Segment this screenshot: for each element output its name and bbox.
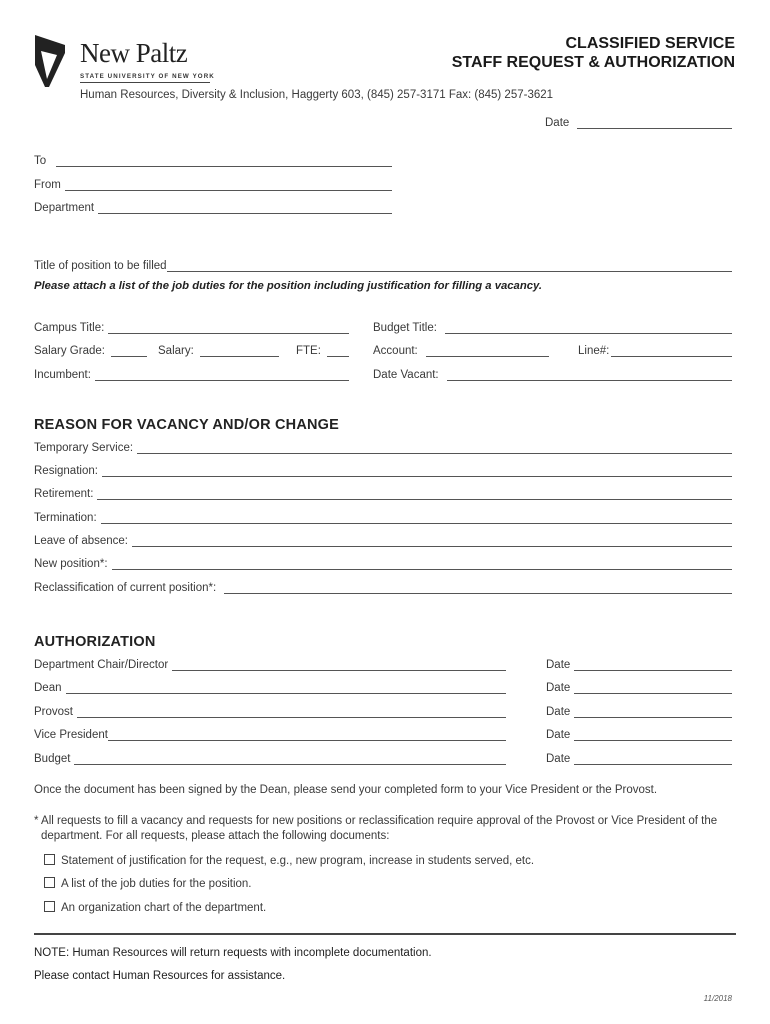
checklist-item[interactable] [44, 877, 252, 890]
from-label: From [34, 179, 61, 191]
account-line[interactable] [426, 345, 549, 357]
reason-label: Retirement: [34, 488, 94, 500]
from-field[interactable] [34, 179, 392, 191]
header-date-label: Date [545, 117, 570, 129]
hr-contact: Human Resources, Diversity & Inclusion, Haggerty 603, (845) 257-3171 Fax: (845) 257-3621 [80, 89, 554, 101]
salary-label: Salary: [158, 345, 194, 357]
requirement-note-line2: department. For all requests, please attach the following documents: [41, 830, 390, 842]
salary-grade-field[interactable] [34, 345, 147, 357]
to-field[interactable] [34, 155, 392, 167]
campus-title-line[interactable] [108, 322, 349, 334]
header-date-line[interactable] [577, 117, 732, 129]
position-title-line[interactable] [167, 260, 732, 272]
department-label: Department [34, 202, 95, 214]
signature-line[interactable] [77, 706, 506, 718]
header-date-field[interactable] [545, 117, 732, 129]
department-field[interactable] [34, 202, 392, 214]
signature-line[interactable] [172, 659, 506, 671]
reason-termination-field[interactable] [34, 512, 732, 524]
signature-budget-field[interactable] [34, 753, 506, 765]
reason-line[interactable] [132, 535, 732, 547]
signature-date-label: Date [546, 682, 571, 694]
checkbox-icon[interactable] [44, 854, 55, 865]
signature-chair-date-field[interactable] [546, 659, 732, 671]
reason-label: Resignation: [34, 465, 98, 477]
fte-label: FTE: [296, 345, 321, 357]
campus-title-label: Campus Title: [34, 322, 105, 334]
signature-dean-date-field[interactable] [546, 682, 732, 694]
salary-grade-line[interactable] [111, 345, 147, 357]
checklist-item-label: An organization chart of the department. [61, 902, 267, 914]
position-title-label: Title of position to be filled [34, 260, 167, 272]
job-duties-instruction: Please attach a list of the job duties for the position including justification for filling a vacancy. [34, 280, 543, 292]
signature-date-line[interactable] [574, 729, 732, 741]
revision-date: 11/2018 [703, 994, 732, 1003]
logo-wordmark: New Paltz [80, 38, 188, 68]
to-line[interactable] [56, 155, 392, 167]
signature-date-label: Date [546, 729, 571, 741]
authorization-heading: AUTHORIZATION [34, 634, 156, 650]
signature-date-line[interactable] [574, 753, 732, 765]
fte-line[interactable] [327, 345, 349, 357]
from-line[interactable] [65, 179, 392, 191]
signature-date-label: Date [546, 706, 571, 718]
checkbox-icon[interactable] [44, 901, 55, 912]
form-title [452, 34, 735, 72]
logo-subtitle: STATE UNIVERSITY OF NEW YORK [80, 73, 215, 80]
reason-label: Termination: [34, 512, 97, 524]
signature-vice-president-field[interactable] [34, 729, 506, 741]
signer-label: Dean [34, 682, 62, 694]
checklist-item-label: A list of the job duties for the position. [61, 878, 252, 890]
incomplete-documentation-note: NOTE: Human Resources will return requests with incomplete documentation. [34, 947, 432, 959]
requirement-note-line1: * All requests to fill a vacancy and requests for new positions or reclassification require approval of the Provost or Vice President of the [34, 815, 718, 827]
salary-field[interactable] [158, 345, 279, 357]
reason-heading: REASON FOR VACANCY AND/OR CHANGE [34, 417, 340, 433]
logo-rule [80, 82, 210, 83]
incumbent-field[interactable] [34, 369, 349, 381]
budget-title-line[interactable] [445, 322, 732, 334]
reason-line[interactable] [97, 488, 732, 500]
budget-title-label: Budget Title: [373, 322, 437, 334]
signer-label: Provost [34, 706, 73, 718]
signature-date-label: Date [546, 659, 571, 671]
reason-line[interactable] [137, 442, 732, 454]
checklist-item[interactable] [44, 854, 534, 867]
form-title-line2: STAFF REQUEST & AUTHORIZATION [451, 54, 735, 71]
incumbent-line[interactable] [95, 369, 349, 381]
line-number-field[interactable] [578, 345, 732, 357]
reason-label: New position*: [34, 558, 108, 570]
campus-title-field[interactable] [34, 322, 349, 334]
reason-label: Reclassification of current position*: [34, 582, 217, 594]
send-instructions: Once the document has been signed by the Dean, please send your completed form to your Vice President or the Provost. [34, 784, 658, 796]
reason-label: Temporary Service: [34, 442, 134, 454]
to-label: To [34, 155, 47, 167]
reason-leave-field[interactable] [34, 535, 732, 547]
reason-resignation-field[interactable] [34, 465, 732, 477]
footer-divider [34, 933, 736, 935]
checklist-item-label: Statement of justification for the request, e.g., new program, increase in students served, etc. [61, 855, 535, 867]
form-title-line1: CLASSIFIED SERVICE [565, 35, 735, 52]
department-line[interactable] [98, 202, 392, 214]
reason-line[interactable] [112, 558, 732, 570]
account-label: Account: [373, 345, 418, 357]
signature-provost-date-field[interactable] [546, 706, 732, 718]
signature-budget-date-field[interactable] [546, 753, 732, 765]
signer-label: Budget [34, 753, 71, 765]
reason-new-position-field[interactable] [34, 558, 732, 570]
checklist-item[interactable] [44, 901, 266, 914]
reason-line[interactable] [102, 465, 732, 477]
fte-field[interactable] [296, 345, 349, 357]
salary-grade-label: Salary Grade: [34, 345, 105, 357]
date-vacant-field[interactable] [373, 369, 732, 381]
account-field[interactable] [373, 345, 549, 357]
salary-line[interactable] [200, 345, 279, 357]
line-number-line[interactable] [611, 345, 732, 357]
signature-date-line[interactable] [574, 659, 732, 671]
signature-provost-field[interactable] [34, 706, 506, 718]
reason-label: Leave of absence: [34, 535, 128, 547]
line-number-label: Line#: [578, 345, 610, 357]
signer-label: Vice President [34, 729, 108, 741]
position-title-field[interactable] [34, 260, 732, 272]
signature-line[interactable] [108, 729, 506, 741]
signer-label: Department Chair/Director [34, 659, 169, 671]
signature-line[interactable] [66, 682, 507, 694]
checkbox-icon[interactable] [44, 877, 55, 888]
signature-dean-field[interactable] [34, 682, 506, 694]
signature-date-label: Date [546, 753, 571, 765]
signature-line[interactable] [74, 753, 506, 765]
new-paltz-logo-icon [33, 35, 67, 87]
signature-chair-field[interactable] [34, 659, 506, 671]
budget-title-field[interactable] [373, 322, 732, 334]
signature-date-line[interactable] [574, 682, 732, 694]
reason-retirement-field[interactable] [34, 488, 732, 500]
date-vacant-line[interactable] [447, 369, 732, 381]
contact-hr-note: Please contact Human Resources for assistance. [34, 970, 286, 982]
signature-vice-president-date-field[interactable] [546, 729, 732, 741]
incumbent-label: Incumbent: [34, 369, 91, 381]
reason-line[interactable] [224, 582, 732, 594]
reason-temporary-field[interactable] [34, 442, 732, 454]
date-vacant-label: Date Vacant: [373, 369, 439, 381]
signature-date-line[interactable] [574, 706, 732, 718]
reason-reclassification-field[interactable] [34, 582, 732, 594]
reason-line[interactable] [101, 512, 732, 524]
